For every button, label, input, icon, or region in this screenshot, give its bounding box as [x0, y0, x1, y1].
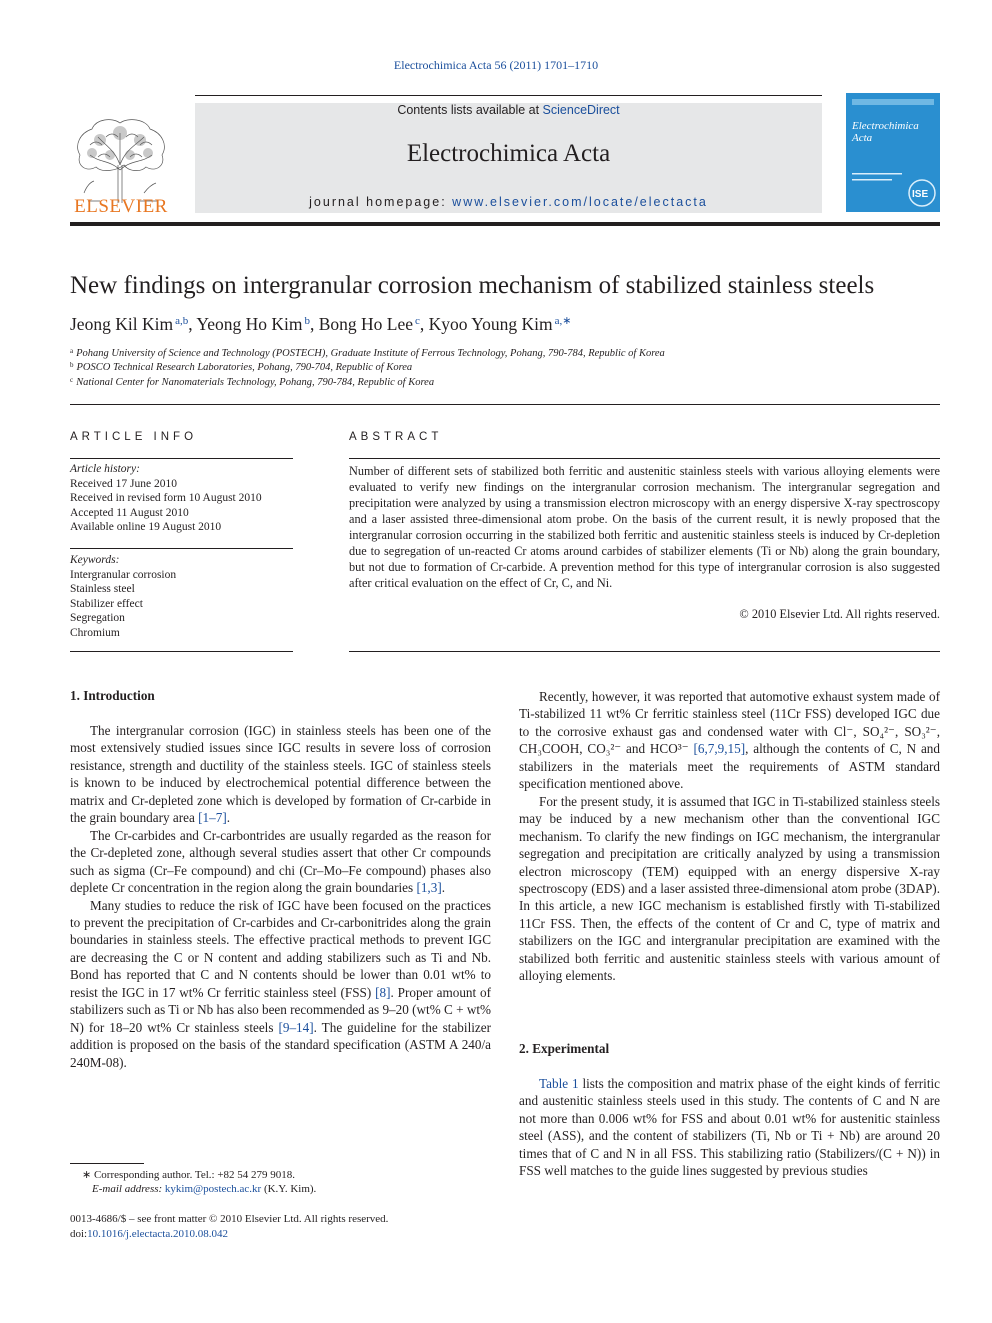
contents-availability-line: [195, 103, 822, 117]
table-link[interactable]: Table 1: [539, 1076, 579, 1091]
author-separator: ,: [309, 314, 319, 334]
reference-link[interactable]: [6,7,9,15]: [693, 741, 746, 757]
elsevier-wordmark: ELSEVIER: [74, 196, 168, 217]
history-label: Article history:: [70, 463, 140, 475]
intro-paragraph-1: The intergranular corrosion (IGC) in stainless steels has been one of the most extensively studied issues since IGC results in severe loss of corrosion resistance, strength and ductility of the stainless steels. IGC of stainless steels is known to be induced by electrochemical potential difference between the matrix and Cr-depleted zone which is developed by formation of Cr-carbide in the grain boundary area [1–7].: [70, 723, 491, 826]
affiliation-mark: a: [70, 347, 74, 355]
keywords-label: Keywords:: [70, 554, 120, 566]
experimental-heading: 2. Experimental: [519, 1041, 610, 1056]
homepage-link[interactable]: www.elsevier.com/locate/electacta: [452, 195, 708, 209]
keyword-item: Chromium: [70, 626, 120, 639]
footnote-rule: [70, 1163, 144, 1164]
corresponding-author-note: ∗ Corresponding author. Tel.: +82 54 279 9018.: [82, 1169, 296, 1181]
paragraph-text: lists the composition and matrix phase of the eight kinds of ferritic and austenitic stainless steels used in this study. The contents of C and N are not more than 0.006 wt% for FSS and about 0.01 wt% for austenitic stainless steel (ASS), and the content of stabilizers (Ti, Nb or Ti + Nb) are around 20 times that of C and N in all FSS. This stabilizing ratio (Stabilizers/(C + N)) in FSS well matches to the guide lines suggested by previous studies: [519, 1076, 940, 1179]
author-affil-mark[interactable]: b: [304, 315, 310, 327]
intro-paragraph-3: [70, 897, 491, 1072]
svg-text:ISE: ISE: [912, 189, 929, 200]
paragraph-text: Recently, however, it was reported that automotive exhaust system made of Ti-stabilized 11 wt% Cr ferritic stainless steel (11Cr FSS) developed IGC due to the corrosive exhaust gas and condensed water with Cl⁻, SO₄²⁻, SO₃²⁻, CH₃COOH, CO₃²⁻ and HCO³⁻: [519, 689, 940, 757]
history-item: Available online 19 August 2010: [70, 521, 222, 533]
article-history: [70, 462, 293, 535]
author-name[interactable]: Bong Ho Lee: [318, 314, 414, 334]
history-item: Accepted 11 August 2010: [70, 506, 189, 519]
keywords-block: [70, 553, 293, 640]
abstract-heading: ABSTRACT: [349, 431, 443, 443]
affiliation-b: [70, 361, 940, 373]
email-suffix: (K.Y. Kim).: [261, 1183, 317, 1195]
paragraph-text: Many studies to reduce the risk of IGC have been focused on the practices to prevent the precipitation of Cr-carbides and Cr-carbonitrides along the grain boundaries in stainless steels. The effective practical methods to prevent IGC are decreasing the C or N content and adding stabilizers such as Ti and Nb. Bond has reported that C and N contents should be lower than 0.01 wt% to resist the IGC in 17 wt% Cr ferritic stainless steel (FSS): [70, 897, 491, 1000]
intro-paragraph-2: The Cr-carbides and Cr-carbontrides are usually regarded as the reason for the Cr-depleted zone, although several studies assert that other Cr compounds such as sigma (Cr–Fe compound) and chi (Cr–Mo–Fe compound) phases also deplete Cr concentration in the region along the grain boundaries [1,3].: [70, 827, 491, 896]
journal-homepage-line: [195, 195, 822, 209]
paragraph-text: The Cr-carbides and Cr-carbontrides are usually regarded as the reason for the Cr-depleted zone, although several studies assert that other Cr compounds such as sigma (Cr–Fe compound) and chi (Cr–Mo–Fe compound) phases also deplete Cr concentration in the region along the grain boundaries: [70, 827, 491, 896]
keyword-item: Intergranular corrosion: [70, 568, 177, 581]
keywords-rule: [70, 548, 293, 549]
reference-link[interactable]: [1,3]: [416, 880, 442, 896]
affiliation-a: [70, 347, 940, 359]
journal-cover-image[interactable]: [846, 93, 940, 212]
left-column-body: [70, 722, 491, 1071]
issn-line: 0013-4686/$ – see front matter © 2010 Elsevier Ltd. All rights reserved.: [70, 1213, 389, 1225]
header-thick-rule: [70, 222, 940, 226]
header-top-rule: [195, 95, 822, 96]
reference-link[interactable]: [8]: [375, 984, 391, 1000]
history-item: Received 17 June 2010: [70, 477, 177, 490]
author-affil-mark[interactable]: c: [415, 315, 420, 327]
affiliation-text: POSCO Technical Research Laboratories, Pohang, 790-704, Republic of Korea: [76, 362, 413, 373]
affiliation-mark: b: [70, 361, 74, 369]
reference-link[interactable]: [9–14]: [278, 1019, 314, 1035]
introduction-heading: 1. Introduction: [70, 688, 155, 703]
abstract-rule: [349, 458, 940, 459]
history-item: Received in revised form 10 August 2010: [70, 492, 262, 504]
paragraph-text: . Proper amount of stabilizers such as Ti or Nb has also been recommended as 9–20 (wt% C + wt% N) for 18–20 wt% Cr stainless steels: [70, 984, 492, 1035]
affiliation-text: Pohang University of Science and Technology (POSTECH), Graduate Institute of Ferrous Technology, Pohang, 790-784, Republic of Korea: [76, 348, 665, 359]
author-separator: ,: [419, 314, 429, 334]
author-name[interactable]: Yeong Ho Kim: [196, 314, 303, 334]
experimental-paragraph-1: [519, 1075, 940, 1180]
reference-link[interactable]: [1–7]: [198, 810, 227, 826]
keyword-item: Stainless steel: [70, 583, 135, 595]
keyword-item: Segregation: [70, 612, 125, 624]
doi-line: [70, 1227, 228, 1242]
author-name[interactable]: Kyoo Young Kim: [428, 314, 553, 334]
sciencedirect-link[interactable]: ScienceDirect: [542, 103, 620, 117]
affiliation-mark: c: [70, 376, 74, 384]
author-list: [70, 314, 940, 335]
cover-decoration: [846, 93, 940, 212]
doi-label: doi:: [70, 1228, 88, 1240]
paragraph-text: The intergranular corrosion (IGC) in stainless steels has been one of the most extensively studied issues since IGC results in severe loss of corrosion resistance, strength and ductility of the stainless steels. IGC of stainless steels is known to be induced by electrochemical potential difference between the matrix and Cr-depleted zone which is developed by formation of Cr-carbide in the grain boundary area: [70, 723, 491, 826]
author-affil-mark[interactable]: a,b: [175, 315, 189, 327]
abstract-text: Number of different sets of stabilized both ferritic and austenitic stainless steels with various alloying elements were evaluated to verify new findings on the intergranular corrosion mechanism. The intergranular segregation and precipitation were analyzed by using a transmission electron microscopy with an energy dispersive X-ray spectroscopy and a laser assisted three-dimensional atom probe. On the basis of the current result, it is newly proposed that the intergranular corrosion occurring in the stabilized both ferritic and austenitic stainless steels is induced by Cr-depletion due to segregation of un-reacted Cr atoms around carbides of stabilizer elements (Ti or Nb) along the grain boundary, but not due to formation of Cr-carbide. A prevention method for this type of intergranular corrosion is also suggested after critical evaluation on the effect of Cr, C, and Ni.: [349, 464, 940, 590]
homepage-prefix: journal homepage:: [309, 195, 453, 209]
article-info-rule: [70, 458, 293, 459]
affiliation-text: National Center for Nanomaterials Technology, Pohang, 790-784, Republic of Korea: [76, 377, 435, 388]
contents-prefix: Contents lists available at: [397, 103, 543, 117]
keyword-item: Stabilizer effect: [70, 597, 143, 610]
intro-paragraph-4: [519, 688, 940, 793]
abstract-copyright: © 2010 Elsevier Ltd. All rights reserved.: [739, 607, 940, 621]
email-label: E-mail address:: [92, 1183, 165, 1195]
experimental-body: [519, 1075, 940, 1180]
author-affil-mark[interactable]: a,∗: [554, 315, 572, 327]
right-column-body: [519, 688, 940, 985]
article-info-bottom-rule: [70, 651, 293, 652]
author-name[interactable]: Jeong Kil Kim: [70, 314, 174, 334]
paragraph-text: . The guideline for the stabilizer addition is proposed on the basis of the standard specification (ASTM A 240/a 240M-08).: [70, 1019, 491, 1070]
journal-citation[interactable]: Electrochimica Acta 56 (2011) 1701–1710: [393, 58, 599, 72]
email-note: [92, 1182, 316, 1197]
intro-paragraph-5: For the present study, it is assumed that IGC in Ti-stabilized stainless steels may be induced by a new mechanism other than the conventional IGC mechanism. To clarify the new findings on IGC mechanism, the intergranular segregation and precipitation are critically analyzed by using a transmission electron microscopy (TEM) equipped with an energy dispersive X-ray spectroscopy (EDS) and a laser assisted three-dimensional atom probe (3DAP). In this article, a new IGC mechanism is established firstly with Ti-stabilized 11Cr FSS. Then, the effects of the content of Cr and C, type of matrix and stabilizers on the IGC and intergranular precipitation are examined with the stabilized both ferritic and austenitic stainless steels with various amount of alloying elements.: [519, 793, 940, 984]
cover-title: Electrochimica Acta: [852, 120, 919, 144]
affiliation-c: [70, 376, 940, 388]
article-info-heading: ARTICLE INFO: [70, 431, 198, 443]
journal-name: Electrochimica Acta: [406, 140, 611, 167]
abstract-bottom-rule: [349, 651, 940, 652]
doi-link[interactable]: 10.1016/j.electacta.2010.08.042: [87, 1228, 228, 1240]
author-separator: ,: [188, 314, 197, 334]
paragraph-text: , although the contents of C, N and stabilizers in the materials meet the requirements of ASTM standard specification mentioned above.: [519, 741, 940, 792]
affiliation-divider: [70, 404, 940, 405]
email-link[interactable]: kykim@postech.ac.kr: [164, 1183, 262, 1195]
paper-title: New findings on intergranular corrosion mechanism of stabilized stainless steels: [70, 272, 875, 299]
